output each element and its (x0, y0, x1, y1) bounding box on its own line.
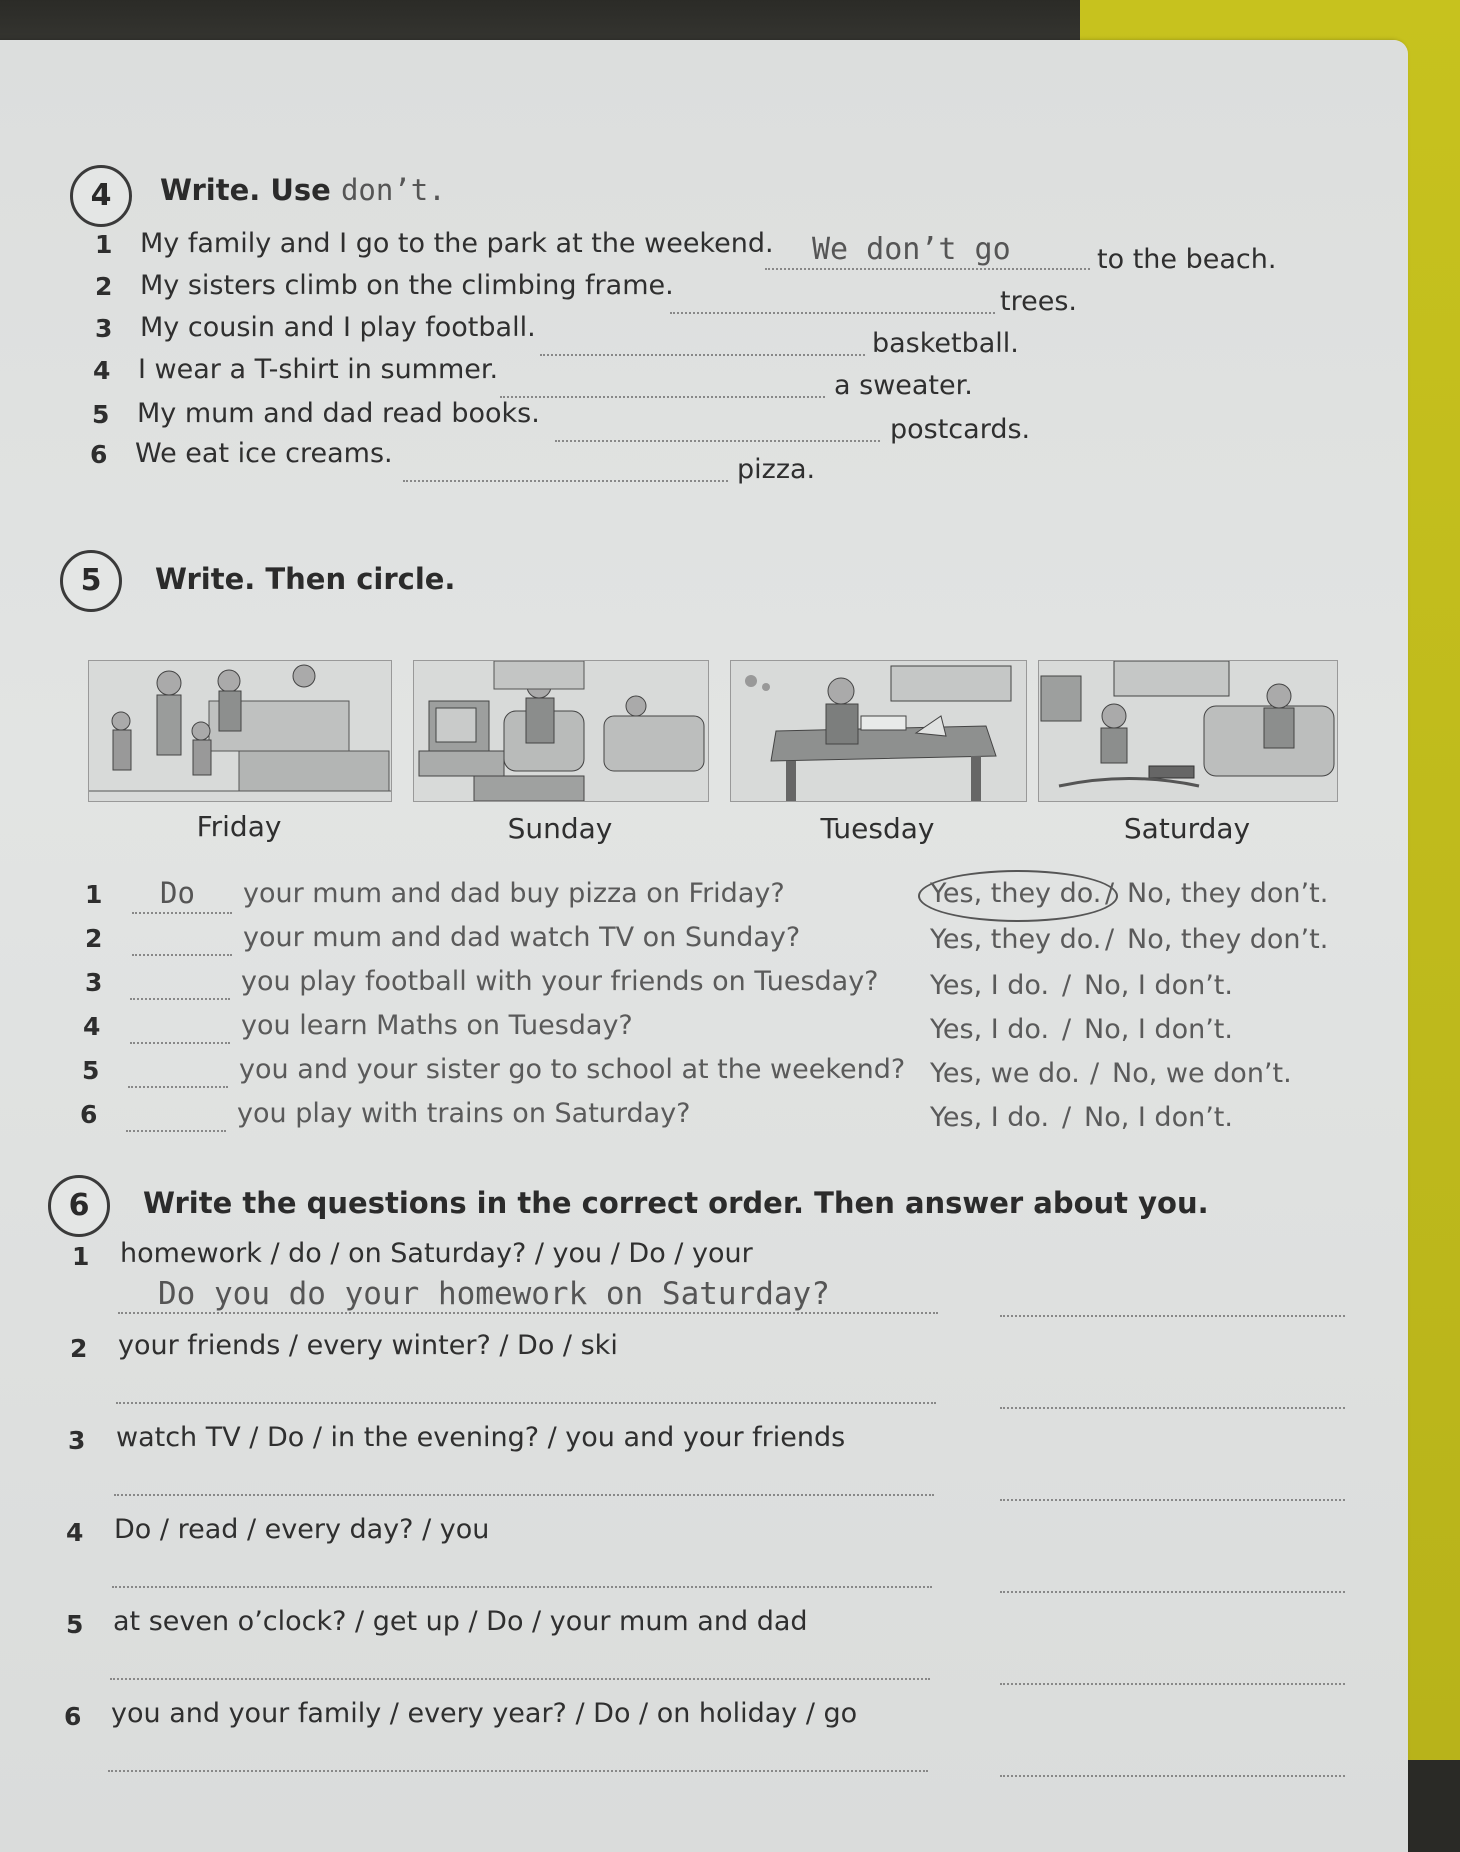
answer-line[interactable] (130, 998, 230, 1000)
answer-line[interactable] (765, 268, 1090, 270)
row-number: 6 (64, 1702, 82, 1731)
question-line[interactable] (114, 1494, 934, 1496)
picture-friday-shopping (88, 660, 392, 802)
answer-line[interactable] (1000, 1315, 1345, 1317)
handwritten-answer: We don’t go (812, 232, 1011, 267)
answer-line[interactable] (128, 1086, 228, 1088)
answer-line[interactable] (1000, 1683, 1345, 1685)
word-prompt: at seven o’clock? / get up / Do / your mum and dad (113, 1606, 808, 1637)
word-prompt: you and your family / every year? / Do / on holiday / go (111, 1698, 858, 1729)
question: you learn Maths on Tuesday? (241, 1010, 633, 1041)
sentence: I wear a T-shirt in summer. (138, 354, 499, 385)
row-number: 4 (93, 356, 111, 385)
answer-no[interactable]: No, I don’t. (1084, 1102, 1233, 1133)
exercise-4-instruction: Write. Use (160, 173, 331, 207)
workbook-page (0, 40, 1408, 1852)
answer-line[interactable] (670, 312, 995, 314)
row-number: 3 (95, 314, 113, 343)
answer-yes[interactable]: Yes, I do. (930, 970, 1050, 1001)
row-number: 4 (83, 1012, 101, 1041)
picture-caption-saturday: Saturday (1123, 812, 1251, 845)
answer-line[interactable] (132, 954, 232, 956)
word-prompt: homework / do / on Saturday? / you / Do / your (120, 1238, 753, 1269)
desk-illustration (731, 661, 1026, 801)
picture-tuesday-desk (730, 660, 1027, 802)
row-number: 2 (95, 272, 113, 301)
sentence-end: to the beach. (1097, 244, 1277, 275)
word-prompt: your friends / every winter? / Do / ski (118, 1330, 618, 1361)
row-number: 6 (80, 1100, 98, 1129)
row-number: 1 (72, 1242, 90, 1271)
exercise-4-number: 4 (70, 165, 132, 227)
sentence: My mum and dad read books. (137, 398, 540, 429)
answer-line[interactable] (130, 1042, 230, 1044)
sentence-end: basketball. (872, 328, 1019, 359)
answer-yes[interactable]: Yes, they do. (930, 878, 1102, 909)
row-number: 1 (85, 880, 103, 909)
sentence: My sisters climb on the climbing frame. (140, 270, 674, 301)
question: you play with trains on Saturday? (237, 1098, 691, 1129)
shop-illustration (89, 661, 391, 801)
row-number: 3 (85, 968, 103, 997)
slash-separator: / (1105, 878, 1115, 909)
row-number: 5 (66, 1610, 84, 1639)
sentence-end: trees. (1000, 286, 1077, 317)
row-number: 5 (92, 400, 110, 429)
row-number: 1 (95, 230, 113, 259)
picture-caption-tuesday: Tuesday (820, 812, 935, 845)
answer-no[interactable]: No, I don’t. (1084, 970, 1233, 1001)
word-prompt: Do / read / every day? / you (114, 1514, 490, 1545)
picture-saturday-playing (1038, 660, 1338, 802)
sentence-end: postcards. (890, 414, 1031, 445)
answer-yes[interactable]: Yes, they do. (930, 924, 1102, 955)
exercise-5-number: 5 (60, 550, 122, 612)
answer-line[interactable] (1000, 1591, 1345, 1593)
answer-line[interactable] (1000, 1775, 1345, 1777)
answer-no[interactable]: No, we don’t. (1112, 1058, 1292, 1089)
answer-yes[interactable]: Yes, I do. (930, 1014, 1050, 1045)
question-line[interactable] (110, 1678, 930, 1680)
answer-line[interactable] (126, 1130, 226, 1132)
sentence: We eat ice creams. (135, 438, 393, 469)
answer-no[interactable]: No, they don’t. (1127, 924, 1329, 955)
answer-line[interactable] (1000, 1407, 1345, 1409)
word-prompt: watch TV / Do / in the evening? / you and your friends (116, 1422, 846, 1453)
question-line[interactable] (118, 1312, 938, 1314)
question: your mum and dad buy pizza on Friday? (243, 878, 785, 909)
picture-caption-friday: Friday (196, 810, 282, 843)
sentence: My family and I go to the park at the weekend. (140, 228, 774, 259)
row-number: 2 (85, 924, 103, 953)
slash-separator: / (1062, 970, 1072, 1001)
slash-separator: / (1062, 1014, 1072, 1045)
playroom-illustration (1039, 661, 1337, 801)
exercise-6-number: 6 (48, 1175, 110, 1237)
exercise-4-title (160, 173, 446, 207)
living-room-illustration (414, 661, 708, 801)
slash-separator: / (1090, 1058, 1100, 1089)
exercise-6-title: Write the questions in the correct order. Then answer about you. (143, 1186, 1209, 1220)
slash-separator: / (1105, 924, 1115, 955)
answer-no[interactable]: No, I don’t. (1084, 1014, 1233, 1045)
sentence-end: a sweater. (834, 370, 973, 401)
slash-separator: / (1062, 1102, 1072, 1133)
handwritten-answer: Do you do your homework on Saturday? (158, 1276, 830, 1312)
answer-line[interactable] (540, 354, 865, 356)
question-line[interactable] (108, 1770, 928, 1772)
answer-line[interactable] (500, 396, 825, 398)
row-number: 6 (90, 440, 108, 469)
question: you and your sister go to school at the weekend? (239, 1054, 906, 1085)
answer-line[interactable] (555, 440, 880, 442)
answer-line[interactable] (132, 912, 232, 914)
row-number: 2 (70, 1334, 88, 1363)
row-number: 3 (68, 1426, 86, 1455)
answer-yes[interactable]: Yes, we do. (930, 1058, 1080, 1089)
sentence-end: pizza. (737, 454, 816, 485)
picture-caption-sunday: Sunday (507, 812, 613, 845)
handwritten-answer: Do (160, 876, 195, 910)
row-number: 5 (82, 1056, 100, 1085)
exercise-4-keyword: don’t. (340, 173, 446, 207)
exercise-5-title: Write. Then circle. (155, 562, 456, 596)
answer-line[interactable] (1000, 1499, 1345, 1501)
question-line[interactable] (112, 1586, 932, 1588)
question: you play football with your friends on Tuesday? (241, 966, 879, 997)
answer-no[interactable]: No, they don’t. (1127, 878, 1329, 909)
answer-line[interactable] (403, 480, 728, 482)
question-line[interactable] (116, 1402, 936, 1404)
sentence: My cousin and I play football. (140, 312, 536, 343)
answer-yes[interactable]: Yes, I do. (930, 1102, 1050, 1133)
row-number: 4 (66, 1518, 84, 1547)
question: your mum and dad watch TV on Sunday? (243, 922, 801, 953)
picture-sunday-living-room (413, 660, 709, 802)
